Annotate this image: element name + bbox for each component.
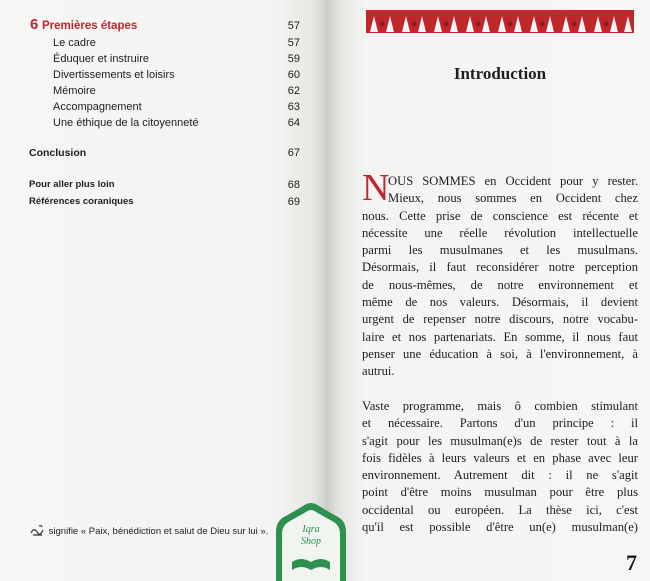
text-line: OUS SOMMES en Occident pour y rester. xyxy=(388,174,638,188)
intro-paragraph-1 xyxy=(362,173,638,381)
decorative-ornament-band xyxy=(366,10,634,36)
text-line: nécessite une réelle révolution intellectuelle xyxy=(362,225,638,240)
toc-label: Conclusion xyxy=(29,147,87,159)
text-line: autrui. xyxy=(362,364,395,379)
introduction-heading: Introduction xyxy=(453,64,547,83)
text-line: nous. Cette prise de conscience est récente et xyxy=(362,208,638,223)
toc-label: Éduquer et instruire xyxy=(53,53,149,65)
salutation-calligraphy-icon xyxy=(30,524,46,536)
iqra-shop-logo xyxy=(270,498,352,581)
toc-item-references-coraniques[interactable] xyxy=(0,196,300,212)
toc-label: Le cadre xyxy=(53,37,96,49)
chapter-title: Premières étapes xyxy=(42,20,138,32)
logo-text-shop: Shop xyxy=(301,536,321,547)
toc-label: Mémoire xyxy=(53,85,96,97)
toc-item-le-cadre[interactable] xyxy=(0,37,300,53)
table-of-contents xyxy=(0,0,326,260)
text-line: laire et nos partenariats. En somme, il nous faut xyxy=(362,329,638,344)
toc-item-accompagnement[interactable] xyxy=(0,101,300,117)
toc-page: 68 xyxy=(287,179,300,191)
toc-label: Pour aller plus loin xyxy=(29,179,115,190)
toc-page: 67 xyxy=(287,147,300,159)
footnote xyxy=(30,524,268,537)
footnote-text: signifie « Paix, bénédiction et salut de Dieu sur lui ». xyxy=(48,526,269,537)
toc-item-memoire[interactable] xyxy=(0,85,300,101)
text-line: environnement. Autrement dit : il ne s'agit xyxy=(362,468,638,483)
toc-label: Divertissements et loisirs xyxy=(53,69,175,81)
text-line: Mieux, nous sommes en Occident chez xyxy=(388,191,638,206)
page-number: 7 xyxy=(626,550,637,575)
toc-page: 59 xyxy=(287,53,300,65)
toc-item-pour-aller-plus-loin[interactable] xyxy=(0,179,300,195)
toc-page: 69 xyxy=(287,196,300,208)
text-line: urgent de repenser notre discours, notre vocabu- xyxy=(362,312,638,327)
text-line: point d'être moins musulman pour être plus xyxy=(362,485,638,500)
text-line: fois fidèles à leurs valeurs et en phase avec leur xyxy=(362,450,638,465)
text-line: et nécessaire. Partons d'un principe : il xyxy=(362,416,638,431)
toc-label: Une éthique de la citoyenneté xyxy=(53,117,199,129)
toc-label: Références coraniques xyxy=(29,196,134,207)
toc-label: Accompagnement xyxy=(53,101,142,113)
toc-page: 57 xyxy=(287,20,300,32)
intro-paragraph-2 xyxy=(362,398,638,536)
toc-page: 60 xyxy=(287,69,300,81)
toc-item-ethique[interactable] xyxy=(0,117,300,133)
toc-item-eduquer[interactable] xyxy=(0,53,300,69)
text-line: même de nos valeurs. Désormais, il devient xyxy=(362,295,638,310)
toc-page: 57 xyxy=(287,37,300,49)
text-line: occidental ou européen. La thèse ici, c'est xyxy=(362,502,638,517)
toc-page: 63 xyxy=(287,101,300,113)
toc-page: 64 xyxy=(287,117,300,129)
text-line: parmi les musulmanes et les musulmans. xyxy=(362,243,638,258)
text-line: qu'il est possible d'être un(e) musulman(e) xyxy=(362,520,638,535)
toc-item-divertissements[interactable] xyxy=(0,69,300,85)
logo-text-iqra: Iqra xyxy=(302,524,320,535)
toc-item-conclusion[interactable] xyxy=(0,147,300,163)
text-line: penser une éducation à soi, à l'environnement, à xyxy=(362,346,638,361)
text-line: Vaste programme, mais ô combien stimulant xyxy=(362,399,638,413)
toc-chapter-6[interactable] xyxy=(0,16,300,36)
text-line: Désormais, il faut reconsidérer notre perception xyxy=(362,260,638,275)
chapter-number: 6 xyxy=(30,16,39,33)
toc-page: 62 xyxy=(287,85,300,97)
drop-cap-letter: N xyxy=(362,167,390,209)
text-line: s'agit pour les musulman(e)s de rester tout à la xyxy=(362,433,638,448)
text-line: de nous-mêmes, de notre environnement et xyxy=(362,277,638,292)
